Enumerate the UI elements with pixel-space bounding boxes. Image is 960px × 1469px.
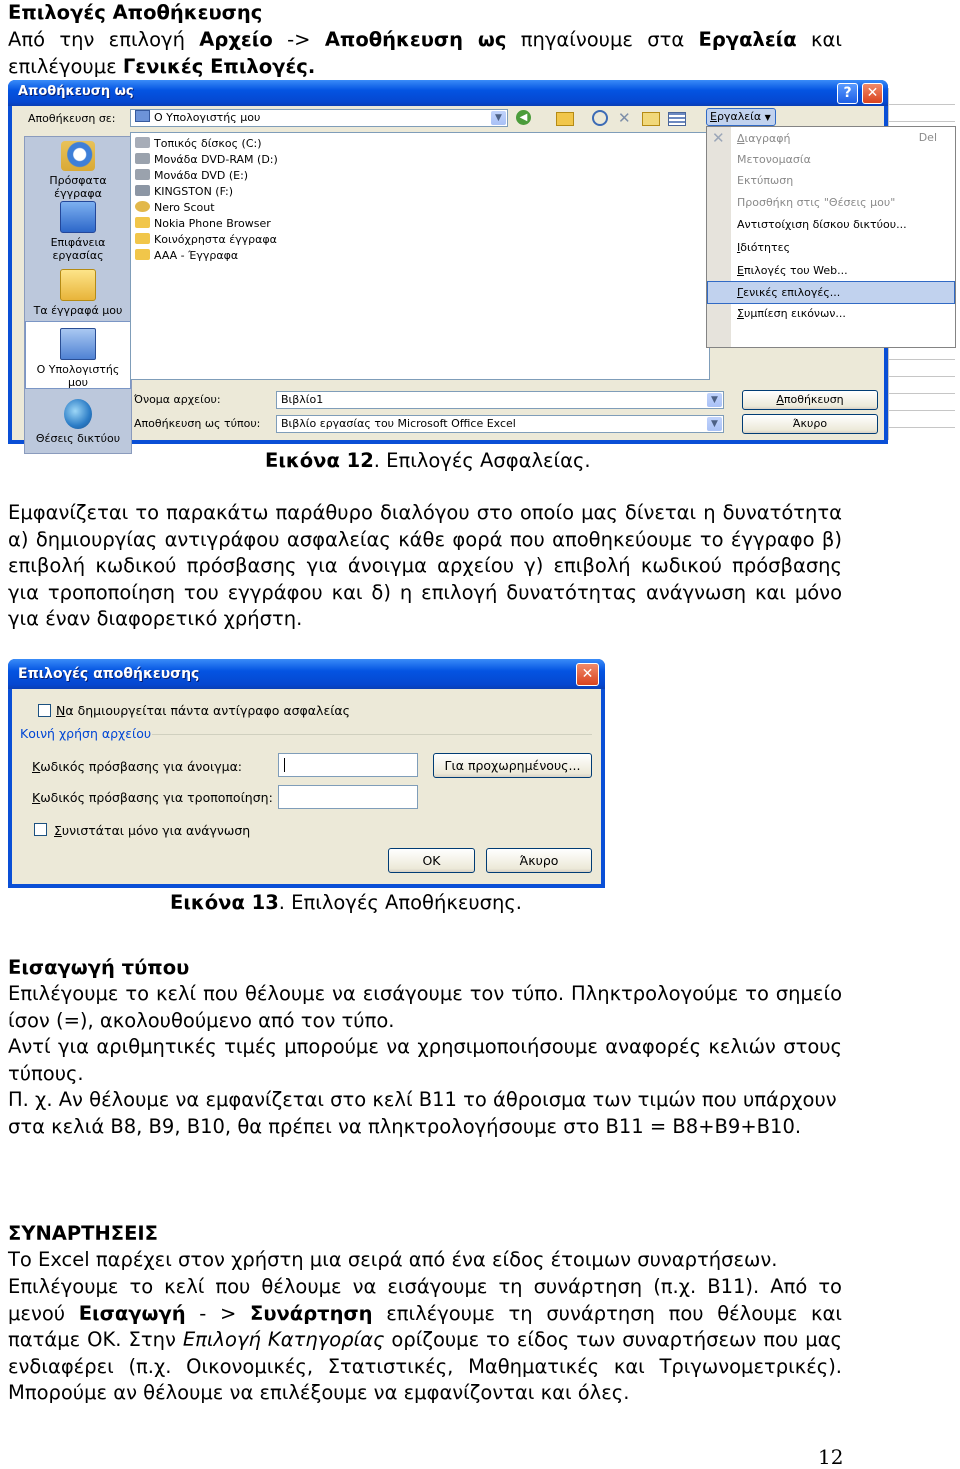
save-in-label: Αποθήκευση σε: xyxy=(28,112,116,125)
list-item[interactable]: Μονάδα DVD-RAM (D:) xyxy=(135,152,278,167)
my-computer-icon xyxy=(60,328,96,360)
menu-item-compress-pictures[interactable]: Συμπίεση εικόνων... xyxy=(737,307,846,320)
list-item[interactable]: Nokia Phone Browser xyxy=(135,216,271,231)
save-options-dialog xyxy=(8,659,605,888)
up-folder-icon[interactable] xyxy=(556,112,574,126)
chevron-down-icon: ▼ xyxy=(491,111,506,125)
folder-icon xyxy=(135,249,150,260)
desktop-icon xyxy=(60,201,96,233)
section-divider xyxy=(152,734,592,735)
figure-caption-13: Εικόνα 13. Επιλογές Αποθήκευσης. xyxy=(170,891,523,914)
place-my-documents[interactable]: Τα έγγραφά μου xyxy=(25,269,131,317)
list-item[interactable]: Κοινόχρηστα έγγραφα xyxy=(135,232,277,247)
close-button[interactable]: ✕ xyxy=(862,83,883,104)
list-item[interactable]: Τοπικός δίσκος (C:) xyxy=(135,136,262,151)
advanced-button[interactable]: Για προχωρημένους... xyxy=(433,753,592,778)
save-as-dialog xyxy=(8,80,937,445)
chevron-down-icon: ▼ xyxy=(707,393,722,407)
network-places-icon xyxy=(64,399,92,429)
modify-password-input[interactable] xyxy=(278,785,418,809)
computer-icon xyxy=(135,110,150,122)
dialog-description-paragraph: Εμφανίζεται το παρακάτω παράθυρο διαλόγου στο οποίο μας δίνεται η δυνατότητα α) δημιουργίας αντιγράφου ασφαλείας κάθε φορά που αποθηκεύουμε το έγγραφο β) επιβολή κωδικού πρόσβασης για άνοιγμα αρχείου γ) επιβολή κωδικού πρόσβασης για τροποποίηση του εγγράφου και δ) η επιλογή δυνατότητας ανάγνωση και μόνο για έναν διαφορετικό χρήστη. xyxy=(8,501,842,630)
backup-checkbox[interactable] xyxy=(38,704,51,717)
save-as-title: Αποθήκευση ως xyxy=(18,84,134,99)
page-number: 12 xyxy=(818,1445,844,1469)
help-button[interactable]: ? xyxy=(837,83,858,104)
menu-item-rename[interactable]: Μετονομασία xyxy=(737,153,811,166)
dvd-drive-icon xyxy=(135,153,150,164)
place-network[interactable]: Θέσεις δικτύου xyxy=(25,399,131,445)
save-options-title-bar xyxy=(8,659,605,689)
readonly-checkbox[interactable] xyxy=(34,823,47,836)
filetype-label: Αποθήκευση ως τύπου: xyxy=(134,417,261,430)
text-cursor xyxy=(284,758,285,772)
drive-icon xyxy=(135,137,150,148)
views-icon[interactable] xyxy=(668,112,686,126)
cancel-button[interactable]: Άκυρο xyxy=(742,414,878,434)
menu-item-properties[interactable]: Ιδιότητες xyxy=(737,241,791,254)
formula-paragraph-2: Αντί για αριθμητικές τιμές μπορούμε να χρησιμοποιήσουμε αναφορές κελιών στους τύπους. xyxy=(8,1035,842,1085)
save-as-title-bar xyxy=(8,80,888,106)
places-bar xyxy=(24,136,132,454)
menu-item-web-options[interactable]: Επιλογές του Web... xyxy=(737,264,848,277)
section-heading-formula: Εισαγωγή τύπου xyxy=(8,956,190,979)
open-password-label: Κωδικός πρόσβασης για άνοιγμα: xyxy=(32,759,243,774)
delete-shortcut: Del xyxy=(918,131,937,144)
filetype-select[interactable]: Βιβλίο εργασίας του Microsoft Office Excel ▼ xyxy=(276,415,724,433)
tools-menu xyxy=(706,126,956,348)
toolbar xyxy=(516,109,702,127)
place-recent[interactable]: Πρόσφατα έγγραφα xyxy=(25,141,131,200)
section-heading-functions: ΣΥΝΑΡΤΗΣΕΙΣ xyxy=(8,1222,158,1245)
delete-icon[interactable]: ✕ xyxy=(618,109,631,127)
list-item[interactable]: Μονάδα DVD (E:) xyxy=(135,168,248,183)
save-options-body xyxy=(12,689,601,884)
save-options-paragraph: Από την επιλογή Αρχείο -> Αποθήκευση ως πηγαίνουμε στα Εργαλεία και επιλέγουμε Γενικές Επιλογές. xyxy=(8,28,842,78)
file-list xyxy=(130,132,710,380)
recent-documents-icon xyxy=(61,141,95,171)
place-desktop[interactable]: Επιφάνεια εργασίας xyxy=(25,201,131,262)
my-documents-icon xyxy=(60,269,96,301)
backup-checkbox-label: Να δημιουργείται πάντα αντίγραφο ασφαλείας xyxy=(56,703,351,718)
cancel-button[interactable]: Άκυρο xyxy=(486,848,592,873)
save-in-value: Ο Υπολογιστής μου xyxy=(154,111,261,124)
figure-caption-12: Εικόνα 12. Επιλογές Ασφαλείας. xyxy=(265,449,591,472)
filename-input[interactable]: Βιβλίο1 ▼ xyxy=(276,391,724,409)
menu-item-delete[interactable]: Διαγραφή xyxy=(737,132,791,145)
section-heading-save-options: Επιλογές Αποθήκευσης xyxy=(8,1,263,24)
menu-item-map-network-drive[interactable]: Αντιστοίχιση δίσκου δικτύου... xyxy=(737,218,907,231)
save-button[interactable]: Αποθήκευση xyxy=(742,390,878,410)
functions-paragraph-1: Το Excel παρέχει στον χρήστη μια σειρά από ένα είδος έτοιμων συναρτήσεων. xyxy=(8,1248,778,1271)
list-item[interactable]: KINGSTON (F:) xyxy=(135,184,233,199)
chevron-down-icon: ▼ xyxy=(707,417,722,431)
list-item[interactable]: AAA - Έγγραφα xyxy=(135,248,238,263)
readonly-checkbox-label: Συνιστάται μόνο για ανάγνωση xyxy=(54,823,251,838)
functions-paragraph-2: Επιλέγουμε το κελί που θέλουμε να εισάγουμε τη συνάρτηση (π.χ. B11). Από το μενού Εισαγωγή - > Συνάρτηση επιλέγουμε τη συνάρτηση που θέλουμε και πατάμε ΟΚ. Στην Επιλογή Κατηγορίας ορίζουμε το είδος των συναρτήσεων που μας ενδιαφέρει (π.χ. Οικονομικές, Στατιστικές, Μαθηματικές και Τριγωνομετρικές). Μπορούμε αν θέλουμε να επιλέξουμε να εμφανίζονται και όλες. xyxy=(8,1275,842,1404)
tools-menu-button[interactable]: Εργαλεία ▼ xyxy=(706,108,776,126)
usb-drive-icon xyxy=(135,185,150,196)
save-as-body xyxy=(12,106,937,445)
save-in-combo[interactable] xyxy=(130,109,508,127)
nero-icon xyxy=(135,201,150,212)
menu-item-print[interactable]: Εκτύπωση xyxy=(737,174,794,187)
open-password-input[interactable] xyxy=(278,753,418,777)
modify-password-label: Κωδικός πρόσβασης για τροποποίηση: xyxy=(32,790,273,805)
new-folder-icon[interactable] xyxy=(642,112,660,126)
place-my-computer[interactable]: Ο Υπολογιστής μου xyxy=(25,321,131,389)
caret-down-icon: ▼ xyxy=(764,113,771,122)
menu-item-general-options[interactable]: Γενικές επιλογές... xyxy=(707,281,955,304)
filename-label: Όνομα αρχείου: xyxy=(134,393,221,406)
folder-icon xyxy=(135,233,150,244)
ok-button[interactable]: OK xyxy=(388,848,475,873)
menu-item-add-to-places[interactable]: Προσθήκη στις "Θέσεις μου" xyxy=(737,196,896,209)
delete-menu-icon: ✕ xyxy=(712,129,725,147)
back-icon[interactable]: ◀ xyxy=(516,110,531,125)
close-button[interactable]: ✕ xyxy=(576,663,599,686)
file-sharing-label: Κοινή χρήση αρχείου xyxy=(20,726,152,741)
save-options-title: Επιλογές αποθήκευσης xyxy=(18,666,200,682)
search-web-icon[interactable] xyxy=(592,110,608,126)
formula-paragraph-1: Επιλέγουμε το κελί που θέλουμε να εισάγουμε τον τύπο. Πληκτρολογούμε το σημείο ίσον (=), ακολουθούμενο από τον τύπο. xyxy=(8,982,842,1032)
folder-icon xyxy=(135,217,150,228)
formula-example-paragraph: Π. χ. Αν θέλουμε να εμφανίζεται στο κελί B11 το άθροισμα των τιμών που υπάρχουν στα κελιά B8, B9, B10, θα πρέπει να πληκτρολογήσουμε στο B11 = B8+B9+B10. xyxy=(8,1088,837,1138)
list-item[interactable]: Nero Scout xyxy=(135,200,215,215)
dvd-drive-icon xyxy=(135,169,150,180)
